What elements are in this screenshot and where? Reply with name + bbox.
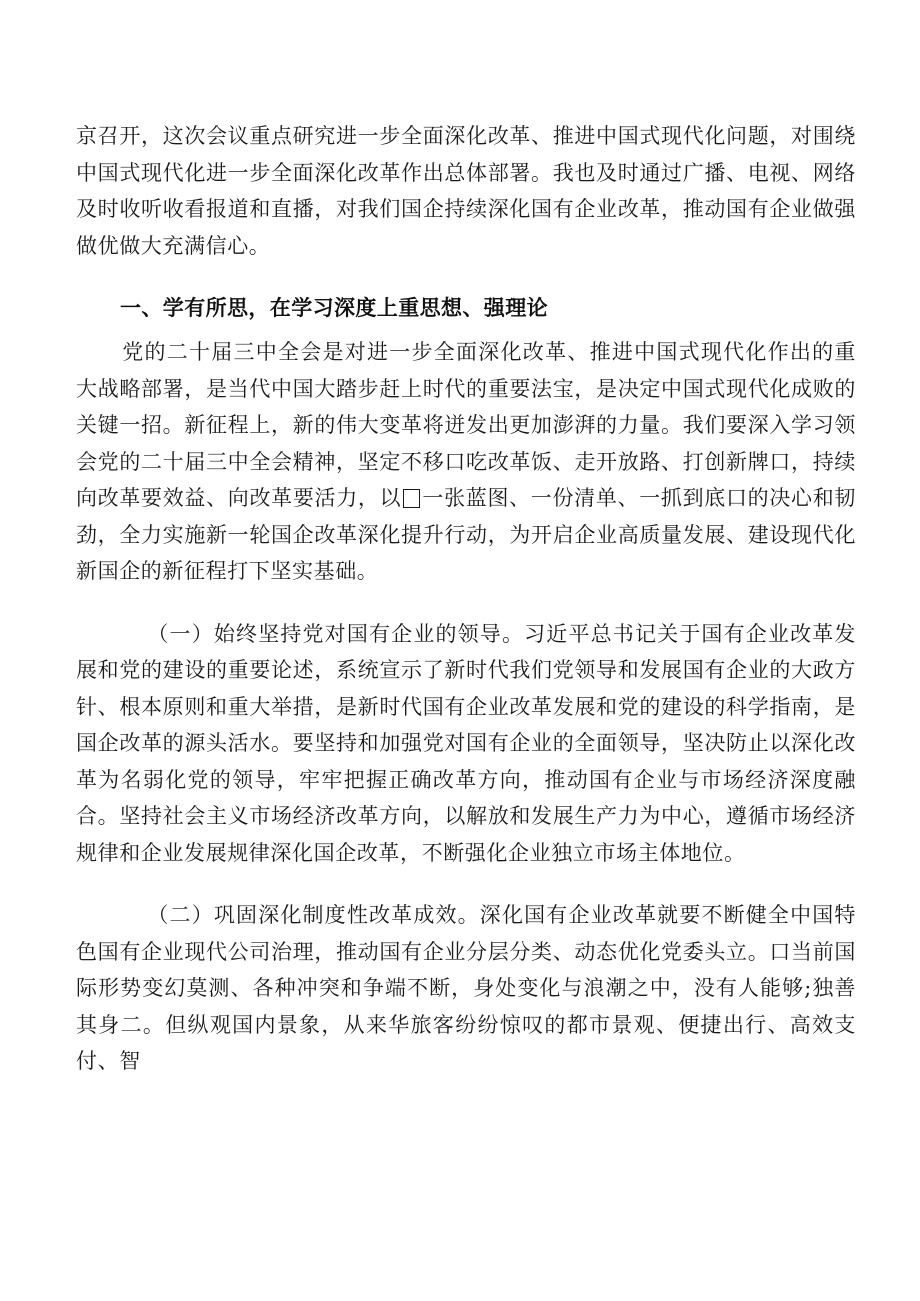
paragraph-subsection-1: （一）始终坚持党对国有企业的领导。习近平总书记关于国有企业改革发展和党的建设的重要论述，系统宣示了新时代我们党领导和发展国有企业的大政方针、根本原则和重大举措，是新时代国有企业改革发展和党的建设的科学指南，是国企改革的源头活水。要坚持和加强党对国有企业的全面领导，坚决防止以深化改革为名弱化党的领导，牢牢把握正确改革方向，推动国有企业与市场经济深度融合。坚持社会主义市场经济改革方向，以解放和发展生产力为中心，遵循市场经济规律和企业发展规律深化国企改革，不断强化企业独立市场主体地位。 (76, 621, 856, 865)
paragraph-section1-text-b: 一张蓝图、一份清单、一抓到底口的决心和韧劲，全力实施新一轮国企改革深化提升行动，为开启企业高质量发展、建设现代化新国企的新征程打下坚实基础。 (76, 486, 857, 583)
paragraph-section1-overview (76, 334, 856, 590)
paragraph-subsection-2: （二）巩固深化制度性改革成效。深化国有企业改革就要不断健全中国特色国有企业现代公司治理，推动国有企业分层分类、动态优化党委头立。口当前国际形势变幻莫测、各种冲突和争端不断，身处变化与浪潮之中，没有人能够;独善其身二。但纵观国内景象，从来华旅客纷纷惊叹的都市景观、便捷出行、高效支付、智 (76, 903, 856, 1073)
section-heading-1: 一、学有所思，在学习深度上重思想、强理论 (120, 296, 548, 320)
paragraph-intro: 京召开，这次会议重点研究进一步全面深化改革、推进中国式现代化问题，对围绕中国式现代化进一步全面深化改革作出总体部署。我也及时通过广播、电视、网络及时收听收看报道和直播，对我们国企持续深化国有企业改革，推动国有企业做强做优做大充满信心。 (76, 124, 856, 258)
empty-box-glyph (403, 489, 420, 508)
paragraph-section1-text-a: 党的二十届三中全会是对进一步全面深化改革、推进中国式现代化作出的重大战略部署，是当代中国大踏步赶上时代的重要法宝，是决定中国式现代化成败的关键一招。新征程上，新的伟大变革将迸发出更加澎湃的力量。我们要深入学习领会党的二十届三中全会精神，坚定不移口吃改革饭、走开放路、打创新牌口，持续向改革要效益、向改革要活力，以 (76, 340, 856, 510)
document-body (76, 118, 856, 1080)
